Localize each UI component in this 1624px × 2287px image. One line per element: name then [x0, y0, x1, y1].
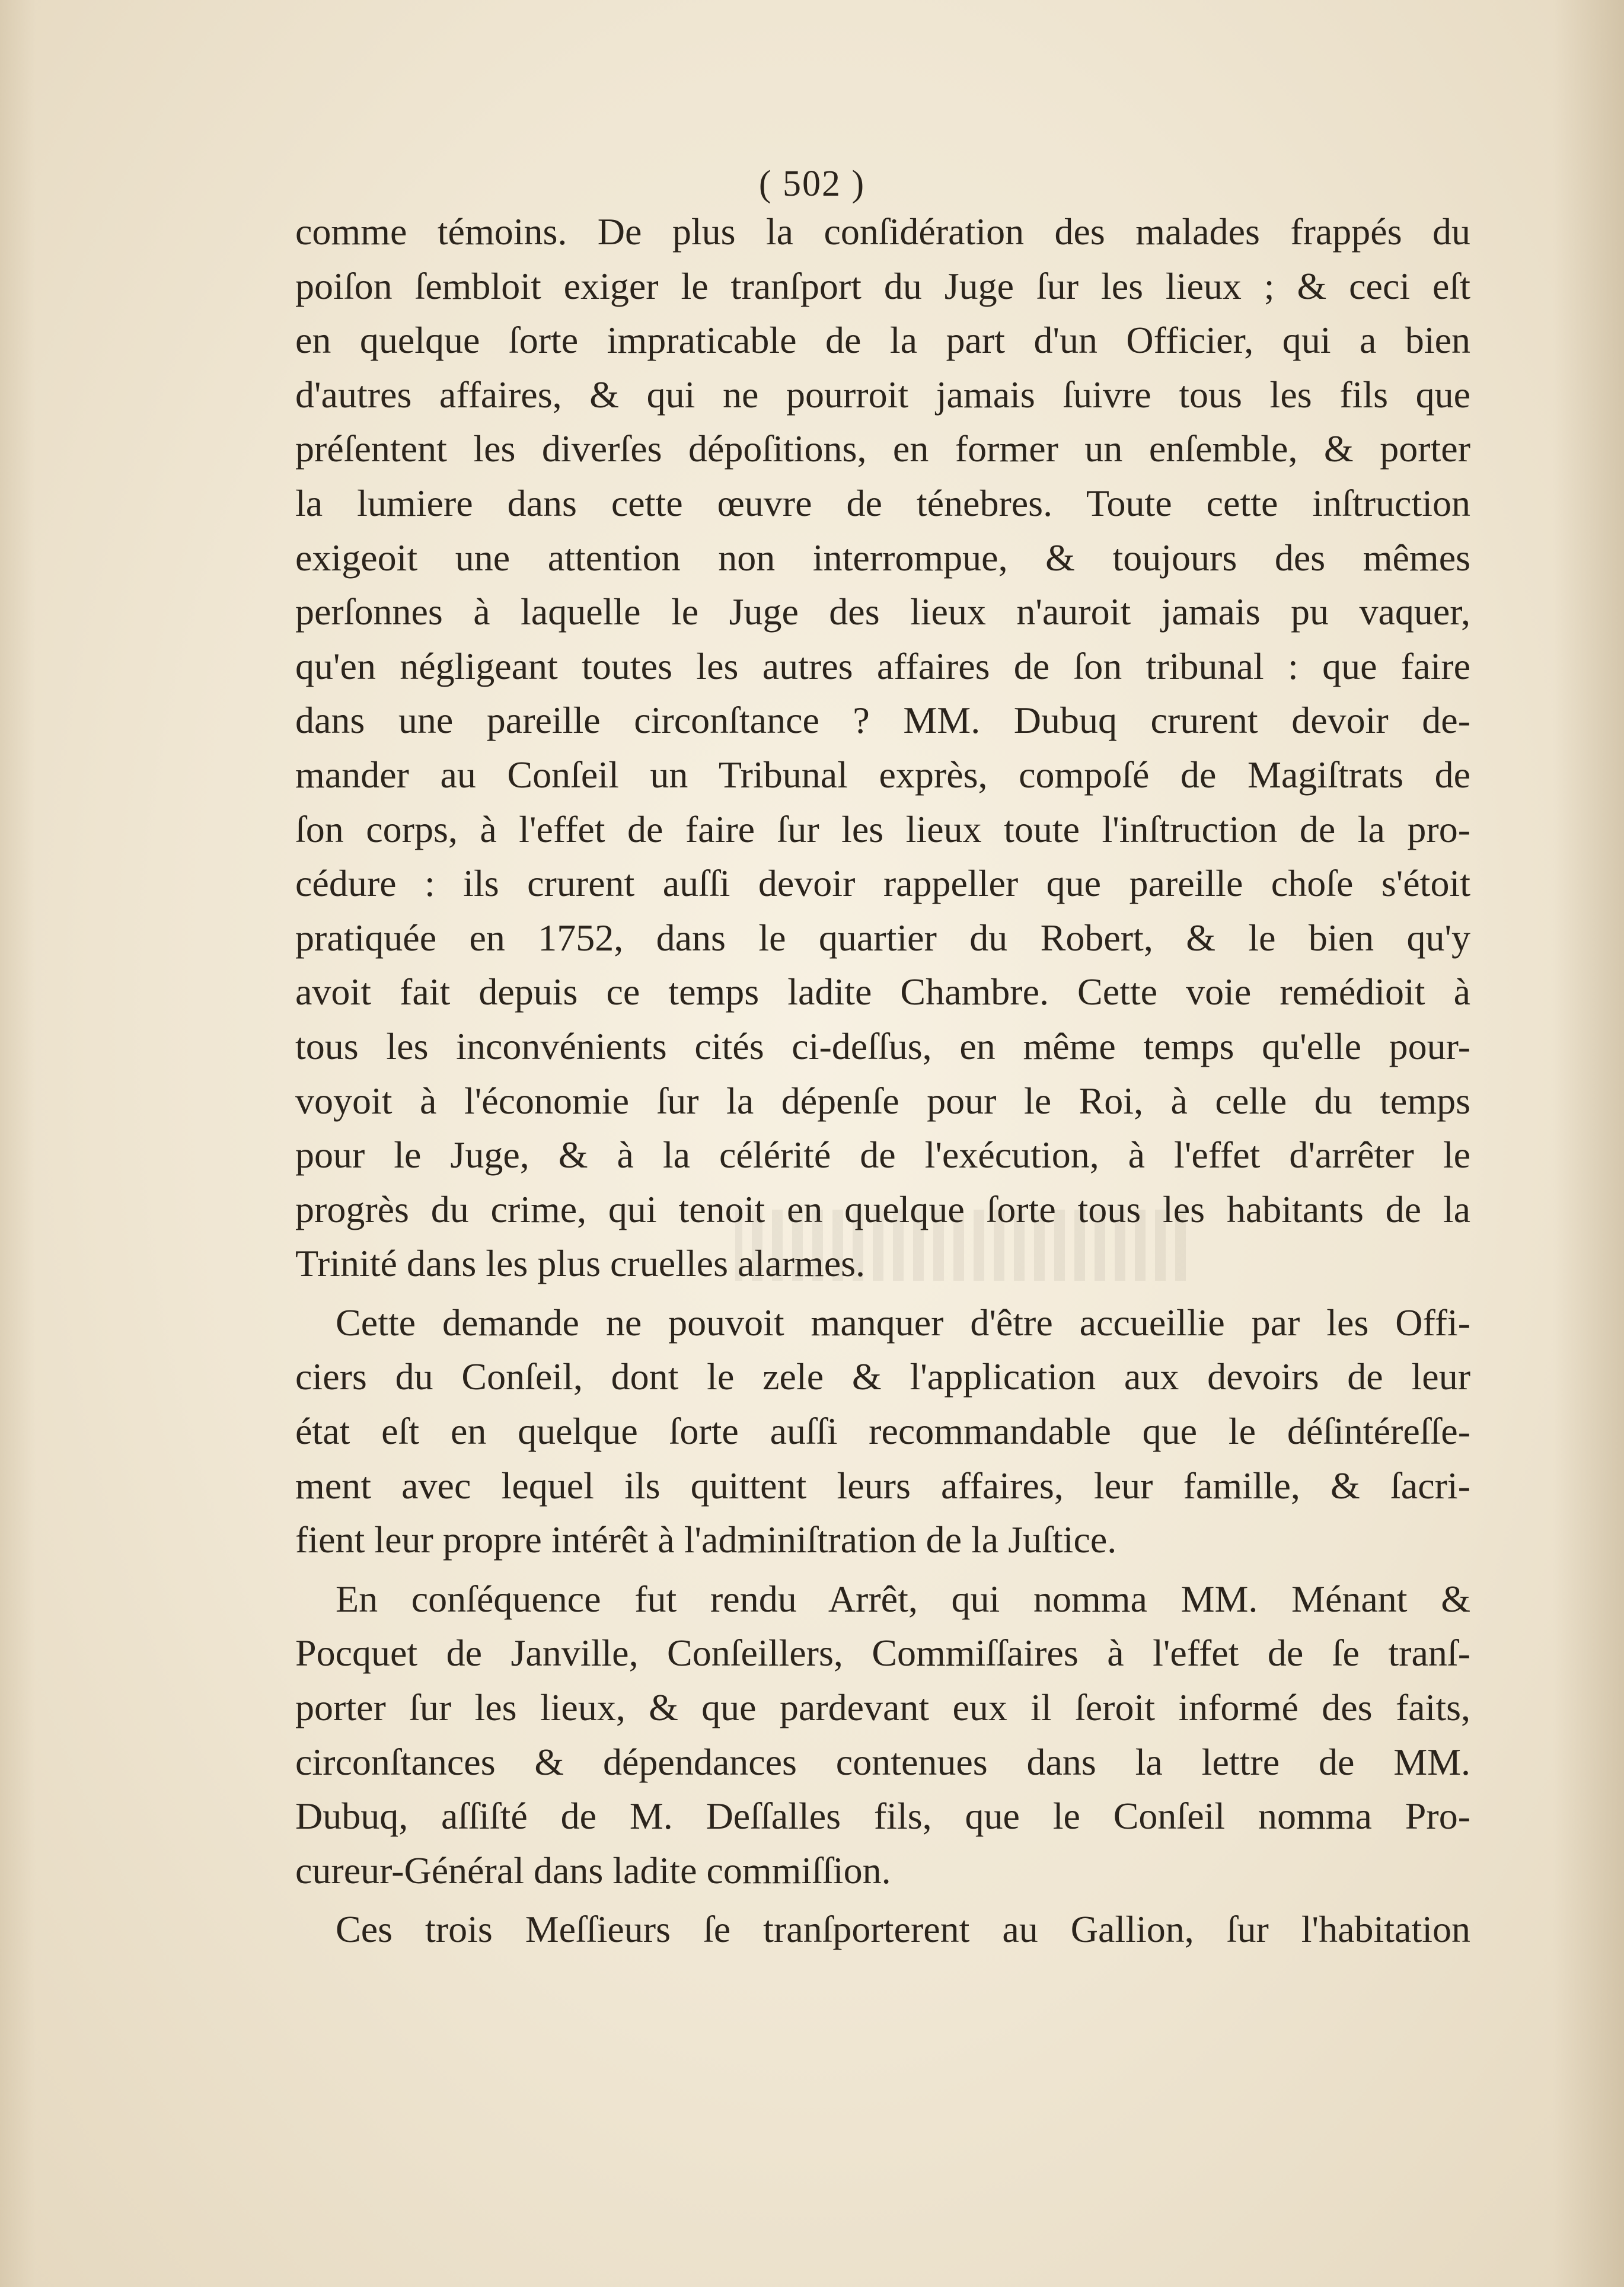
text-line: préſentent les diverſes dépoſitions, en former un enſemble, & porter [295, 428, 1470, 470]
text-line: tous les inconvénients cités ci-deſſus, en même temps qu'elle pour- [295, 1025, 1470, 1067]
text-line: poiſon ſembloit exiger le tranſport du Juge ſur les lieux ; & ceci eſt [295, 264, 1470, 307]
text-line: fient leur propre intérêt à l'adminiſtration de la Juſtice. [295, 1519, 1117, 1561]
text-line: porter ſur les lieux, & que pardevant eux il ſeroit informé des faits, [295, 1686, 1470, 1729]
text-line: cureur-Général dans ladite commiſſion. [295, 1849, 891, 1892]
text-line: cédure : ils crurent auſſi devoir rappeller que pareille choſe s'étoit [295, 862, 1470, 905]
paragraph-gap [295, 1897, 1470, 1902]
text-line: En conſéquence fut rendu Arrêt, qui nomma MM. Ménant & [336, 1577, 1470, 1620]
text-line: Trinité dans les plus cruelles alarmes. [295, 1242, 865, 1285]
text-line: la lumiere dans cette œuvre de ténebres. Toute cette inſtruction [295, 481, 1470, 524]
paragraph-gap [295, 1291, 1470, 1296]
text-line: voyoit à l'économie ſur la dépenſe pour le Roi, à celle du temps [295, 1079, 1470, 1122]
text-line: Cette demande ne pouvoit manquer d'être accueillie par les Offi- [336, 1301, 1470, 1344]
text-line: ciers du Conſeil, dont le zele & l'application aux devoirs de leur [295, 1355, 1470, 1398]
text-line: qu'en négligeant toutes les autres affaires de ſon tribunal : que faire [295, 645, 1470, 687]
text-line: ment avec lequel ils quittent leurs affaires, leur famille, & ſacri- [295, 1464, 1470, 1507]
text-line: dans une pareille circonſtance ? MM. Dubuq crurent devoir de- [295, 699, 1470, 742]
text-line: pour le Juge, & à la célérité de l'exécution, à l'effet d'arrêter le [295, 1134, 1470, 1176]
gutter-shadow [0, 0, 36, 2287]
body-text [295, 205, 1470, 1957]
text-line: d'autres affaires, & qui ne pourroit jamais ſuivre tous les fils que [295, 373, 1470, 416]
paragraph-gap [295, 1567, 1470, 1572]
text-line: comme témoins. De plus la conſidération des malades frappés du [295, 210, 1470, 253]
page-number: ( 502 ) [758, 164, 866, 204]
text-line: progrès du crime, qui tenoit en quelque ſorte tous les habitants de la [295, 1188, 1470, 1230]
text-line: perſonnes à laquelle le Juge des lieux n'auroit jamais pu vaquer, [295, 591, 1470, 633]
text-line: avoit fait depuis ce temps ladite Chambre. Cette voie remédioit à [295, 971, 1470, 1013]
text-line: exigeoit une attention non interrompue, & toujours des mêmes [295, 536, 1470, 579]
page-edge-shadow [1553, 0, 1624, 2287]
text-line: pratiquée en 1752, dans le quartier du Robert, & le bien qu'y [295, 916, 1470, 959]
text-line: Pocquet de Janville, Conſeillers, Commiſſaires à l'effet de ſe tranſ- [295, 1632, 1470, 1674]
text-line: Dubuq, aſſiſté de M. Deſſalles fils, que le Conſeil nomma Pro- [295, 1795, 1470, 1838]
text-line: mander au Conſeil un Tribunal exprès, compoſé de Magiſtrats de [295, 753, 1470, 796]
text-line: état eſt en quelque ſorte auſſi recommandable que le déſintéreſſe- [295, 1410, 1470, 1453]
text-line: en quelque ſorte impraticable de la part d'un Officier, qui a bien [295, 319, 1470, 362]
text-line: ſon corps, à l'effet de faire ſur les lieux toute l'inſtruction de la pro- [295, 808, 1470, 850]
text-line: circonſtances & dépendances contenues dans la lettre de MM. [295, 1740, 1470, 1783]
text-line: Ces trois Meſſieurs ſe tranſporterent au Gallion, ſur l'habitation [336, 1908, 1470, 1951]
